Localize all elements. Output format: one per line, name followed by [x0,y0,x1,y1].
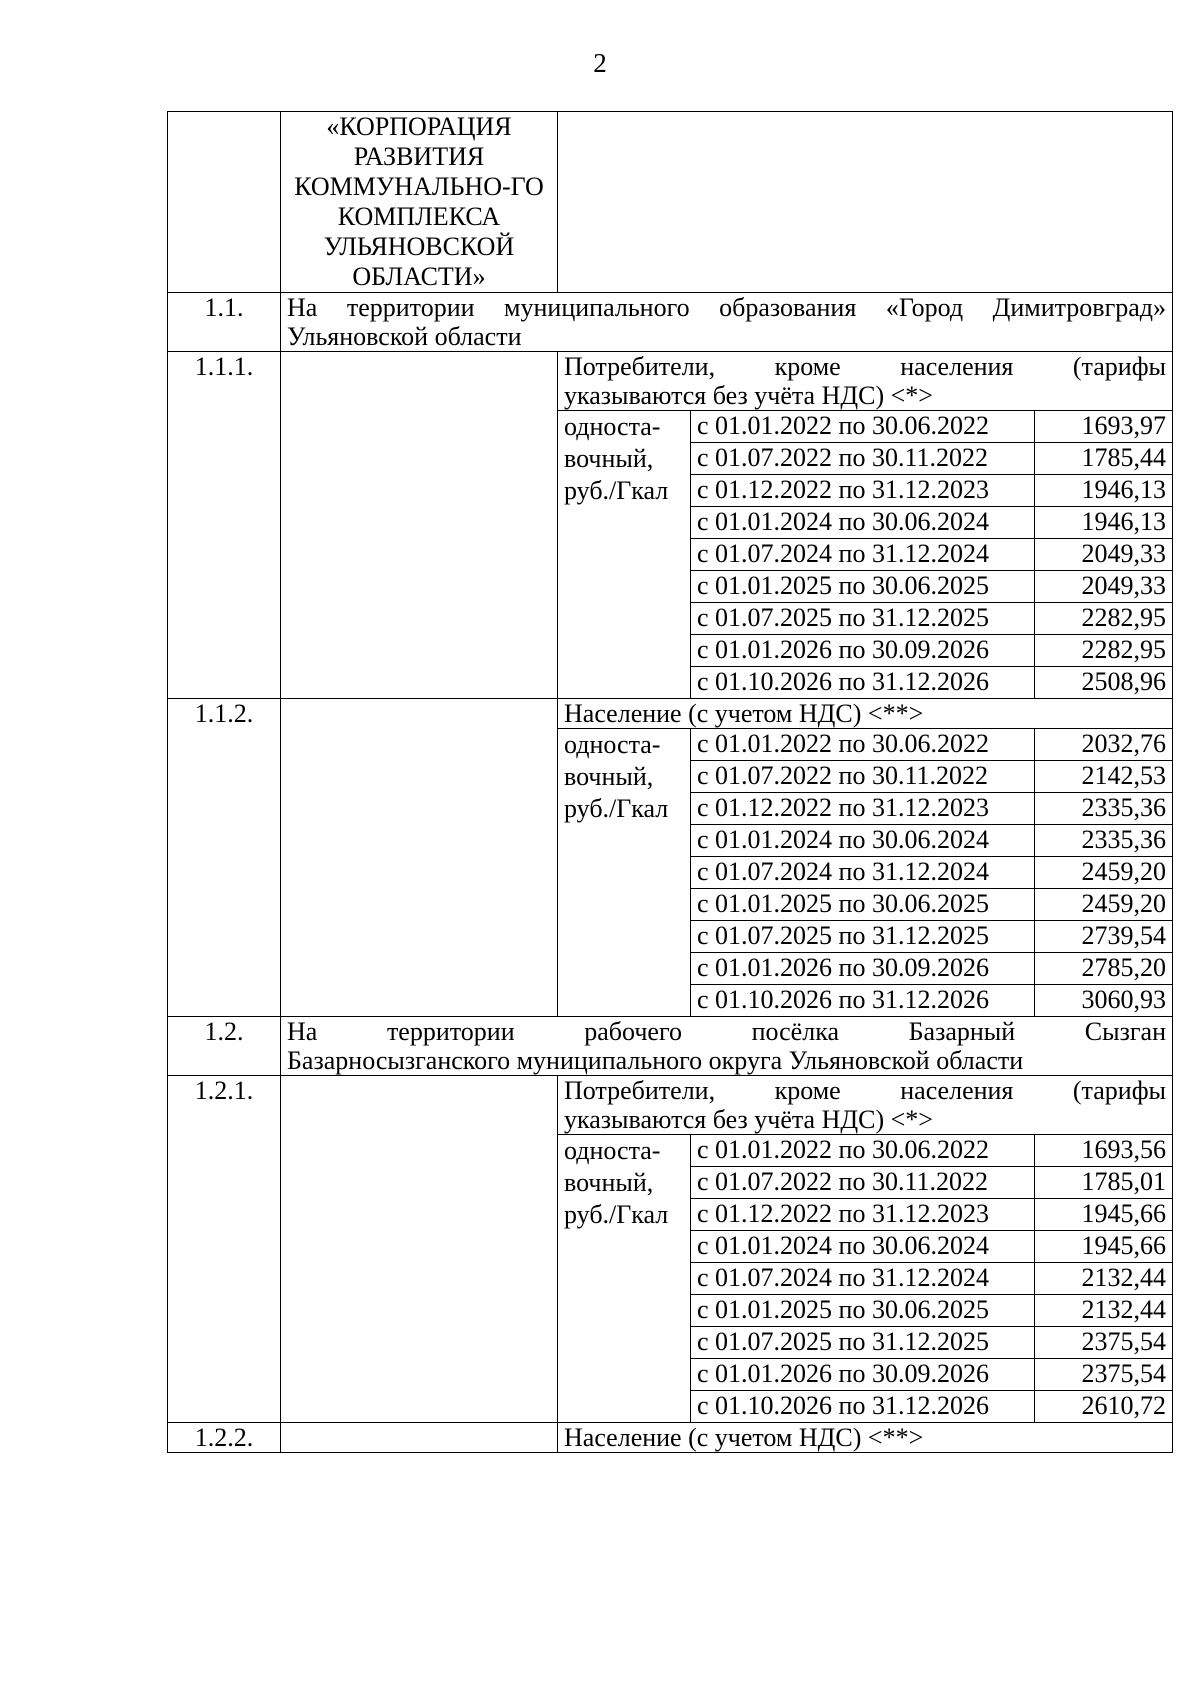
rate-value: 3060,93 [1035,985,1173,1017]
rate-period: с 01.10.2026 по 31.12.2026 [691,667,1035,699]
rate-period: с 01.07.2025 по 31.12.2025 [691,603,1035,635]
rate-period: с 01.07.2022 по 30.11.2022 [691,443,1035,475]
rate-period: с 01.07.2025 по 31.12.2025 [691,1327,1035,1359]
rate-value: 2132,44 [1035,1263,1173,1295]
rate-value: 1945,66 [1035,1199,1173,1231]
rate-value: 2282,95 [1035,635,1173,667]
rate-period: с 01.10.2026 по 31.12.2026 [691,1391,1035,1423]
rate-value: 2335,36 [1035,793,1173,825]
empty-cell [281,352,558,699]
rate-value: 2375,54 [1035,1359,1173,1391]
rate-value: 2132,44 [1035,1295,1173,1327]
rate-value: 2459,20 [1035,857,1173,889]
rate-period: с 01.01.2026 по 30.09.2026 [691,635,1035,667]
rate-value: 2508,96 [1035,667,1173,699]
rate-period: с 01.01.2025 по 30.06.2025 [691,1295,1035,1327]
rate-period: с 01.07.2024 по 31.12.2024 [691,539,1035,571]
rate-value: 2459,20 [1035,889,1173,921]
rate-value: 2142,53 [1035,761,1173,793]
section-title-line: Ульяновской области [287,322,522,351]
consumer-category [558,1423,1173,1453]
subsection-number: 1.2.1. [168,1076,281,1423]
rate-period: с 01.07.2022 по 30.11.2022 [691,761,1035,793]
rate-period: с 01.07.2024 по 31.12.2024 [691,1263,1035,1295]
tariff-unit: односта-вочный, руб./Гкал [558,1135,691,1423]
rate-period: с 01.01.2025 по 30.06.2025 [691,571,1035,603]
rate-period: с 01.10.2026 по 31.12.2026 [691,985,1035,1017]
rate-value: 1785,01 [1035,1167,1173,1199]
subsection-row [168,1423,1173,1453]
rate-period: с 01.01.2026 по 30.09.2026 [691,1359,1035,1391]
rate-period: с 01.01.2025 по 30.06.2025 [691,889,1035,921]
consumer-category [558,1076,1173,1135]
subsection-number: 1.1.2. [168,699,281,1017]
rate-period: с 01.01.2024 по 30.06.2024 [691,507,1035,539]
subsection-number: 1.2.2. [168,1423,281,1453]
subsection-row [168,1076,1173,1135]
rate-value: 2049,33 [1035,571,1173,603]
rate-value: 1785,44 [1035,443,1173,475]
rate-period: с 01.07.2024 по 31.12.2024 [691,857,1035,889]
category-line: указываются без учёта НДС) <*> [564,381,933,410]
rate-period: с 01.01.2024 по 30.06.2024 [691,825,1035,857]
section-title-line: На территории рабочего посёлка Базарный Сызган [287,1017,1167,1046]
section-number: 1.1. [168,293,281,352]
page-number: 2 [593,48,607,78]
category-line: Население (с учетом НДС) <**> [564,1423,924,1452]
rate-period: с 01.12.2022 по 31.12.2023 [691,793,1035,825]
rate-value: 2032,76 [1035,729,1173,761]
subsection-number: 1.1.1. [168,352,281,699]
category-line: Население (с учетом НДС) <**> [564,699,924,728]
section-row [168,1017,1173,1076]
empty-cell [281,1076,558,1423]
rate-period: с 01.12.2022 по 31.12.2023 [691,475,1035,507]
subsection-row [168,352,1173,411]
organization-name: «КОРПОРАЦИЯ РАЗВИТИЯ КОММУНАЛЬНО-ГО КОМПЛЕКСА УЛЬЯНОВСКОЙ ОБЛАСТИ» [281,112,558,293]
rate-period: с 01.12.2022 по 31.12.2023 [691,1199,1035,1231]
rate-period: с 01.01.2026 по 30.09.2026 [691,953,1035,985]
empty-cell [281,1423,558,1453]
rate-period: с 01.07.2025 по 31.12.2025 [691,921,1035,953]
rate-value: 2282,95 [1035,603,1173,635]
rate-period: с 01.01.2022 по 30.06.2022 [691,411,1035,443]
section-row [168,293,1173,352]
section-title-line: На территории муниципального образования «Город Димитровград» [287,293,1167,322]
consumer-category [558,352,1173,411]
rate-value: 1946,13 [1035,475,1173,507]
category-line: указываются без учёта НДС) <*> [564,1105,933,1134]
section-title [281,1017,1173,1076]
rate-value: 2375,54 [1035,1327,1173,1359]
tariff-table [167,111,1173,1453]
rate-value: 2335,36 [1035,825,1173,857]
category-line: Потребители, кроме населения (тарифы [564,1076,1167,1105]
rate-value: 2785,20 [1035,953,1173,985]
rate-value: 2049,33 [1035,539,1173,571]
rate-period: с 01.07.2022 по 30.11.2022 [691,1167,1035,1199]
rate-value: 1693,97 [1035,411,1173,443]
organization-row [168,112,1173,293]
section-title-line: Базарносызганского муниципального округа Ульяновской области [287,1046,1024,1075]
rate-period: с 01.01.2022 по 30.06.2022 [691,729,1035,761]
empty-cell [558,112,1173,293]
rate-value: 2739,54 [1035,921,1173,953]
section-title [281,293,1173,352]
empty-cell [168,112,281,293]
subsection-row [168,699,1173,729]
consumer-category [558,699,1173,729]
rate-period: с 01.01.2022 по 30.06.2022 [691,1135,1035,1167]
rate-period: с 01.01.2024 по 30.06.2024 [691,1231,1035,1263]
category-line: Потребители, кроме населения (тарифы [564,352,1167,381]
rate-value: 2610,72 [1035,1391,1173,1423]
section-number: 1.2. [168,1017,281,1076]
rate-value: 1693,56 [1035,1135,1173,1167]
tariff-unit: односта-вочный, руб./Гкал [558,411,691,699]
rate-value: 1946,13 [1035,507,1173,539]
rate-value: 1945,66 [1035,1231,1173,1263]
tariff-unit: односта-вочный, руб./Гкал [558,729,691,1017]
empty-cell [281,699,558,1017]
